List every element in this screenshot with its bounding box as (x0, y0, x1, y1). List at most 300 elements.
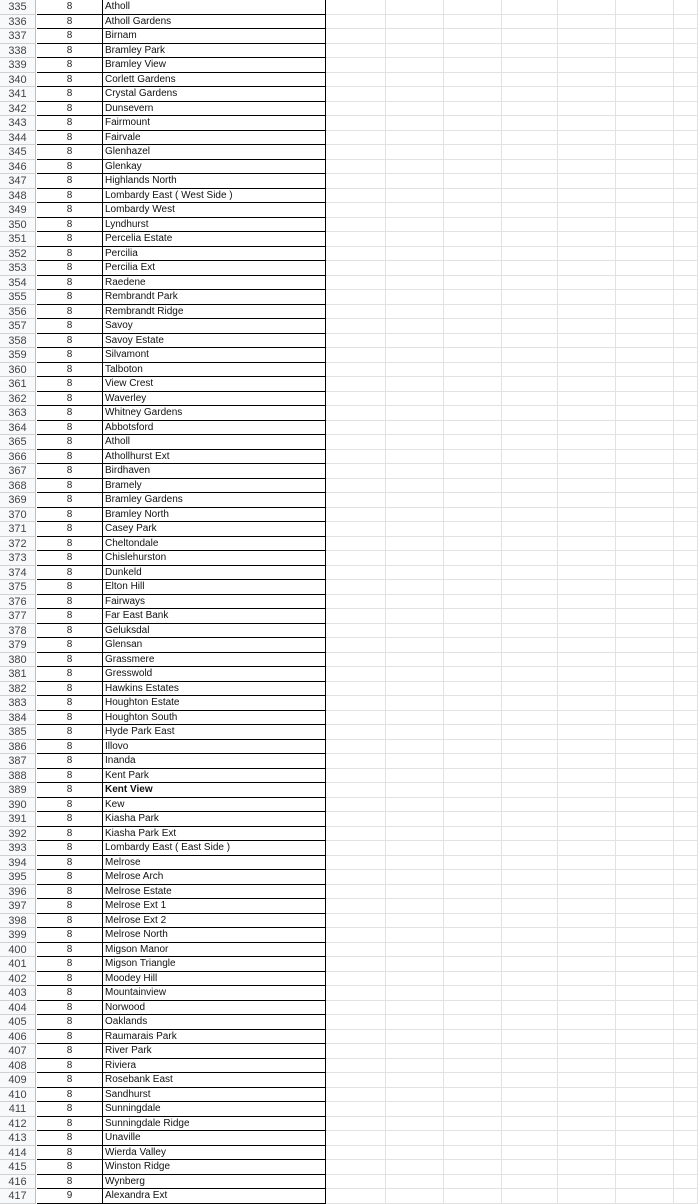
empty-cell[interactable] (444, 682, 502, 697)
empty-cell[interactable] (444, 667, 502, 682)
empty-cell[interactable] (386, 696, 444, 711)
empty-cell[interactable] (616, 174, 674, 189)
empty-cell[interactable] (616, 189, 674, 204)
row-number-header[interactable]: 374 (0, 566, 36, 581)
empty-cell[interactable] (616, 87, 674, 102)
empty-cell[interactable] (558, 1059, 616, 1074)
row-number-header[interactable]: 387 (0, 754, 36, 769)
empty-cell[interactable] (558, 392, 616, 407)
empty-cell[interactable] (558, 638, 616, 653)
empty-cell[interactable] (444, 290, 502, 305)
empty-cell[interactable] (326, 203, 386, 218)
empty-cell[interactable] (326, 986, 386, 1001)
empty-cell[interactable] (444, 624, 502, 639)
row-number-header[interactable]: 378 (0, 624, 36, 639)
empty-cell[interactable] (674, 377, 698, 392)
row-number-header[interactable]: 353 (0, 261, 36, 276)
empty-cell[interactable] (616, 522, 674, 537)
empty-cell[interactable] (502, 1001, 558, 1016)
empty-cell[interactable] (444, 914, 502, 929)
empty-cell[interactable] (558, 479, 616, 494)
cell-suburb[interactable]: Hawkins Estates (103, 682, 326, 697)
empty-cell[interactable] (386, 914, 444, 929)
empty-cell[interactable] (444, 972, 502, 987)
empty-cell[interactable] (502, 218, 558, 233)
empty-cell[interactable] (616, 667, 674, 682)
empty-cell[interactable] (502, 0, 558, 15)
empty-cell[interactable] (616, 1073, 674, 1088)
empty-cell[interactable] (674, 1088, 698, 1103)
row-number-header[interactable]: 406 (0, 1030, 36, 1045)
empty-cell[interactable] (386, 856, 444, 871)
cell-region[interactable]: 8 (37, 261, 103, 276)
empty-cell[interactable] (326, 957, 386, 972)
cell-suburb[interactable]: Melrose Ext 1 (103, 899, 326, 914)
cell-region[interactable]: 8 (37, 609, 103, 624)
cell-suburb[interactable]: Melrose Estate (103, 885, 326, 900)
empty-cell[interactable] (444, 218, 502, 233)
empty-cell[interactable] (326, 319, 386, 334)
empty-cell[interactable] (326, 1073, 386, 1088)
row-number-header[interactable]: 367 (0, 464, 36, 479)
row-number-header[interactable]: 368 (0, 479, 36, 494)
empty-cell[interactable] (558, 986, 616, 1001)
empty-cell[interactable] (444, 1131, 502, 1146)
cell-region[interactable]: 8 (37, 1117, 103, 1132)
empty-cell[interactable] (674, 551, 698, 566)
empty-cell[interactable] (616, 711, 674, 726)
empty-cell[interactable] (444, 145, 502, 160)
row-number-header[interactable]: 414 (0, 1146, 36, 1161)
cell-region[interactable]: 8 (37, 247, 103, 262)
empty-cell[interactable] (616, 0, 674, 15)
empty-cell[interactable] (326, 305, 386, 320)
cell-region[interactable]: 8 (37, 928, 103, 943)
row-number-header[interactable]: 373 (0, 551, 36, 566)
empty-cell[interactable] (674, 1160, 698, 1175)
empty-cell[interactable] (558, 798, 616, 813)
empty-cell[interactable] (386, 928, 444, 943)
empty-cell[interactable] (326, 174, 386, 189)
empty-cell[interactable] (558, 218, 616, 233)
empty-cell[interactable] (558, 15, 616, 30)
cell-region[interactable]: 8 (37, 15, 103, 30)
empty-cell[interactable] (444, 711, 502, 726)
empty-cell[interactable] (502, 305, 558, 320)
cell-suburb[interactable]: Waverley (103, 392, 326, 407)
cell-region[interactable]: 8 (37, 58, 103, 73)
empty-cell[interactable] (616, 392, 674, 407)
cell-region[interactable]: 8 (37, 638, 103, 653)
empty-cell[interactable] (326, 682, 386, 697)
empty-cell[interactable] (386, 725, 444, 740)
empty-cell[interactable] (444, 435, 502, 450)
empty-cell[interactable] (616, 537, 674, 552)
empty-cell[interactable] (386, 711, 444, 726)
empty-cell[interactable] (616, 624, 674, 639)
cell-region[interactable]: 8 (37, 145, 103, 160)
empty-cell[interactable] (558, 667, 616, 682)
empty-cell[interactable] (616, 551, 674, 566)
cell-suburb[interactable]: Rosebank East (103, 1073, 326, 1088)
cell-suburb[interactable]: Kent Park (103, 769, 326, 784)
empty-cell[interactable] (444, 1117, 502, 1132)
empty-cell[interactable] (326, 798, 386, 813)
empty-cell[interactable] (326, 1044, 386, 1059)
empty-cell[interactable] (326, 29, 386, 44)
cell-suburb[interactable]: Atholl (103, 435, 326, 450)
cell-region[interactable]: 8 (37, 624, 103, 639)
empty-cell[interactable] (444, 203, 502, 218)
empty-cell[interactable] (444, 754, 502, 769)
empty-cell[interactable] (616, 754, 674, 769)
empty-cell[interactable] (502, 261, 558, 276)
empty-cell[interactable] (502, 44, 558, 59)
empty-cell[interactable] (674, 943, 698, 958)
empty-cell[interactable] (674, 783, 698, 798)
empty-cell[interactable] (386, 276, 444, 291)
row-number-header[interactable]: 417 (0, 1189, 36, 1204)
cell-region[interactable]: 8 (37, 899, 103, 914)
empty-cell[interactable] (558, 406, 616, 421)
cell-region[interactable]: 8 (37, 696, 103, 711)
empty-cell[interactable] (558, 1044, 616, 1059)
empty-cell[interactable] (674, 1015, 698, 1030)
empty-cell[interactable] (502, 1117, 558, 1132)
row-number-header[interactable]: 350 (0, 218, 36, 233)
empty-cell[interactable] (502, 203, 558, 218)
empty-cell[interactable] (616, 1015, 674, 1030)
empty-cell[interactable] (444, 363, 502, 378)
row-number-header[interactable]: 402 (0, 972, 36, 987)
empty-cell[interactable] (674, 638, 698, 653)
empty-cell[interactable] (674, 1059, 698, 1074)
empty-cell[interactable] (616, 928, 674, 943)
empty-cell[interactable] (326, 769, 386, 784)
empty-cell[interactable] (502, 348, 558, 363)
empty-cell[interactable] (674, 870, 698, 885)
row-number-header[interactable]: 366 (0, 450, 36, 465)
cell-suburb[interactable]: Lombardy West (103, 203, 326, 218)
cell-suburb[interactable]: Casey Park (103, 522, 326, 537)
empty-cell[interactable] (616, 377, 674, 392)
cell-suburb[interactable]: Lyndhurst (103, 218, 326, 233)
empty-cell[interactable] (616, 1146, 674, 1161)
cell-region[interactable]: 8 (37, 1073, 103, 1088)
empty-cell[interactable] (386, 986, 444, 1001)
empty-cell[interactable] (386, 145, 444, 160)
empty-cell[interactable] (386, 653, 444, 668)
empty-cell[interactable] (502, 131, 558, 146)
cell-region[interactable]: 8 (37, 537, 103, 552)
cell-region[interactable]: 8 (37, 131, 103, 146)
empty-cell[interactable] (558, 44, 616, 59)
empty-cell[interactable] (616, 464, 674, 479)
empty-cell[interactable] (558, 1102, 616, 1117)
empty-cell[interactable] (616, 1189, 674, 1204)
cell-region[interactable]: 8 (37, 508, 103, 523)
row-number-header[interactable]: 405 (0, 1015, 36, 1030)
cell-suburb[interactable]: Bramley Gardens (103, 493, 326, 508)
empty-cell[interactable] (616, 363, 674, 378)
row-number-header[interactable]: 338 (0, 44, 36, 59)
empty-cell[interactable] (616, 1117, 674, 1132)
row-number-header[interactable]: 413 (0, 1131, 36, 1146)
empty-cell[interactable] (502, 73, 558, 88)
empty-cell[interactable] (326, 1160, 386, 1175)
empty-cell[interactable] (444, 957, 502, 972)
empty-cell[interactable] (674, 696, 698, 711)
empty-cell[interactable] (386, 740, 444, 755)
empty-cell[interactable] (326, 972, 386, 987)
row-number-header[interactable]: 382 (0, 682, 36, 697)
empty-cell[interactable] (444, 44, 502, 59)
empty-cell[interactable] (502, 174, 558, 189)
cell-suburb[interactable]: Percilia (103, 247, 326, 262)
empty-cell[interactable] (502, 29, 558, 44)
cell-suburb[interactable]: Silvamont (103, 348, 326, 363)
empty-cell[interactable] (502, 595, 558, 610)
empty-cell[interactable] (386, 1015, 444, 1030)
cell-region[interactable]: 8 (37, 1030, 103, 1045)
empty-cell[interactable] (502, 566, 558, 581)
empty-cell[interactable] (674, 131, 698, 146)
cell-suburb[interactable]: Dunkeld (103, 566, 326, 581)
empty-cell[interactable] (558, 29, 616, 44)
empty-cell[interactable] (386, 290, 444, 305)
empty-cell[interactable] (674, 493, 698, 508)
empty-cell[interactable] (558, 711, 616, 726)
empty-cell[interactable] (674, 218, 698, 233)
empty-cell[interactable] (616, 899, 674, 914)
empty-cell[interactable] (674, 957, 698, 972)
empty-cell[interactable] (558, 1030, 616, 1045)
empty-cell[interactable] (616, 856, 674, 871)
empty-cell[interactable] (444, 174, 502, 189)
row-number-header[interactable]: 337 (0, 29, 36, 44)
empty-cell[interactable] (326, 406, 386, 421)
empty-cell[interactable] (386, 1131, 444, 1146)
empty-cell[interactable] (674, 986, 698, 1001)
empty-cell[interactable] (326, 392, 386, 407)
empty-cell[interactable] (502, 769, 558, 784)
cell-suburb[interactable]: Corlett Gardens (103, 73, 326, 88)
empty-cell[interactable] (326, 812, 386, 827)
empty-cell[interactable] (674, 189, 698, 204)
cell-region[interactable]: 8 (37, 377, 103, 392)
cell-suburb[interactable]: Savoy Estate (103, 334, 326, 349)
row-number-header[interactable]: 385 (0, 725, 36, 740)
empty-cell[interactable] (558, 537, 616, 552)
empty-cell[interactable] (616, 305, 674, 320)
empty-cell[interactable] (444, 479, 502, 494)
row-number-header[interactable]: 354 (0, 276, 36, 291)
row-number-header[interactable]: 392 (0, 827, 36, 842)
cell-region[interactable]: 8 (37, 551, 103, 566)
row-number-header[interactable]: 386 (0, 740, 36, 755)
empty-cell[interactable] (444, 537, 502, 552)
empty-cell[interactable] (326, 290, 386, 305)
empty-cell[interactable] (674, 667, 698, 682)
empty-cell[interactable] (326, 493, 386, 508)
cell-suburb[interactable]: Moodey Hill (103, 972, 326, 987)
cell-region[interactable]: 8 (37, 44, 103, 59)
cell-region[interactable]: 8 (37, 203, 103, 218)
empty-cell[interactable] (326, 508, 386, 523)
cell-suburb[interactable]: Oaklands (103, 1015, 326, 1030)
empty-cell[interactable] (674, 537, 698, 552)
empty-cell[interactable] (674, 232, 698, 247)
empty-cell[interactable] (326, 450, 386, 465)
empty-cell[interactable] (502, 899, 558, 914)
empty-cell[interactable] (674, 1001, 698, 1016)
empty-cell[interactable] (674, 145, 698, 160)
empty-cell[interactable] (616, 160, 674, 175)
cell-region[interactable]: 8 (37, 464, 103, 479)
empty-cell[interactable] (444, 319, 502, 334)
empty-cell[interactable] (502, 1175, 558, 1190)
row-number-header[interactable]: 404 (0, 1001, 36, 1016)
empty-cell[interactable] (326, 87, 386, 102)
cell-region[interactable]: 8 (37, 667, 103, 682)
empty-cell[interactable] (444, 493, 502, 508)
empty-cell[interactable] (326, 334, 386, 349)
empty-cell[interactable] (674, 1044, 698, 1059)
empty-cell[interactable] (616, 116, 674, 131)
empty-cell[interactable] (444, 551, 502, 566)
empty-cell[interactable] (326, 464, 386, 479)
empty-cell[interactable] (386, 1117, 444, 1132)
row-number-header[interactable]: 400 (0, 943, 36, 958)
empty-cell[interactable] (558, 102, 616, 117)
empty-cell[interactable] (326, 218, 386, 233)
empty-cell[interactable] (502, 1102, 558, 1117)
empty-cell[interactable] (616, 914, 674, 929)
empty-cell[interactable] (502, 551, 558, 566)
empty-cell[interactable] (616, 580, 674, 595)
empty-cell[interactable] (502, 435, 558, 450)
cell-region[interactable]: 8 (37, 566, 103, 581)
cell-suburb[interactable]: Sandhurst (103, 1088, 326, 1103)
empty-cell[interactable] (616, 812, 674, 827)
empty-cell[interactable] (386, 348, 444, 363)
empty-cell[interactable] (326, 1015, 386, 1030)
empty-cell[interactable] (558, 87, 616, 102)
empty-cell[interactable] (558, 450, 616, 465)
empty-cell[interactable] (558, 928, 616, 943)
row-number-header[interactable]: 335 (0, 0, 36, 15)
empty-cell[interactable] (326, 363, 386, 378)
empty-cell[interactable] (558, 885, 616, 900)
empty-cell[interactable] (386, 682, 444, 697)
empty-cell[interactable] (558, 1189, 616, 1204)
cell-region[interactable]: 8 (37, 798, 103, 813)
cell-suburb[interactable]: Norwood (103, 1001, 326, 1016)
empty-cell[interactable] (386, 1088, 444, 1103)
empty-cell[interactable] (326, 15, 386, 30)
cell-suburb[interactable]: River Park (103, 1044, 326, 1059)
cell-region[interactable]: 8 (37, 522, 103, 537)
cell-suburb[interactable]: Bramley View (103, 58, 326, 73)
empty-cell[interactable] (616, 943, 674, 958)
empty-cell[interactable] (386, 406, 444, 421)
empty-cell[interactable] (326, 754, 386, 769)
empty-cell[interactable] (386, 421, 444, 436)
empty-cell[interactable] (326, 377, 386, 392)
empty-cell[interactable] (558, 0, 616, 15)
empty-cell[interactable] (558, 754, 616, 769)
empty-cell[interactable] (674, 740, 698, 755)
empty-cell[interactable] (386, 450, 444, 465)
empty-cell[interactable] (444, 827, 502, 842)
empty-cell[interactable] (616, 957, 674, 972)
cell-region[interactable]: 8 (37, 73, 103, 88)
empty-cell[interactable] (326, 58, 386, 73)
row-number-header[interactable]: 348 (0, 189, 36, 204)
empty-cell[interactable] (616, 479, 674, 494)
empty-cell[interactable] (616, 290, 674, 305)
empty-cell[interactable] (326, 827, 386, 842)
row-number-header[interactable]: 370 (0, 508, 36, 523)
cell-suburb[interactable]: Geluksdal (103, 624, 326, 639)
empty-cell[interactable] (502, 464, 558, 479)
empty-cell[interactable] (558, 377, 616, 392)
empty-cell[interactable] (616, 1088, 674, 1103)
empty-cell[interactable] (674, 827, 698, 842)
cell-suburb[interactable]: Dunsevern (103, 102, 326, 117)
empty-cell[interactable] (674, 914, 698, 929)
empty-cell[interactable] (616, 885, 674, 900)
empty-cell[interactable] (502, 957, 558, 972)
cell-region[interactable]: 8 (37, 87, 103, 102)
empty-cell[interactable] (674, 841, 698, 856)
row-number-header[interactable]: 390 (0, 798, 36, 813)
empty-cell[interactable] (326, 870, 386, 885)
empty-cell[interactable] (502, 754, 558, 769)
cell-region[interactable]: 8 (37, 406, 103, 421)
empty-cell[interactable] (616, 769, 674, 784)
cell-region[interactable]: 8 (37, 1102, 103, 1117)
empty-cell[interactable] (444, 377, 502, 392)
empty-cell[interactable] (326, 841, 386, 856)
empty-cell[interactable] (558, 1001, 616, 1016)
empty-cell[interactable] (444, 276, 502, 291)
empty-cell[interactable] (616, 1044, 674, 1059)
empty-cell[interactable] (326, 73, 386, 88)
empty-cell[interactable] (674, 885, 698, 900)
row-number-header[interactable]: 403 (0, 986, 36, 1001)
empty-cell[interactable] (326, 667, 386, 682)
empty-cell[interactable] (616, 638, 674, 653)
empty-cell[interactable] (616, 870, 674, 885)
cell-suburb[interactable]: Kiasha Park (103, 812, 326, 827)
cell-suburb[interactable]: Grassmere (103, 653, 326, 668)
empty-cell[interactable] (558, 725, 616, 740)
cell-suburb[interactable]: Illovo (103, 740, 326, 755)
empty-cell[interactable] (502, 609, 558, 624)
empty-cell[interactable] (326, 899, 386, 914)
cell-suburb[interactable]: Fairvale (103, 131, 326, 146)
empty-cell[interactable] (326, 740, 386, 755)
empty-cell[interactable] (326, 1175, 386, 1190)
row-number-header[interactable]: 389 (0, 783, 36, 798)
row-number-header[interactable]: 397 (0, 899, 36, 914)
empty-cell[interactable] (674, 508, 698, 523)
empty-cell[interactable] (502, 1189, 558, 1204)
empty-cell[interactable] (674, 102, 698, 117)
empty-cell[interactable] (674, 406, 698, 421)
empty-cell[interactable] (674, 522, 698, 537)
